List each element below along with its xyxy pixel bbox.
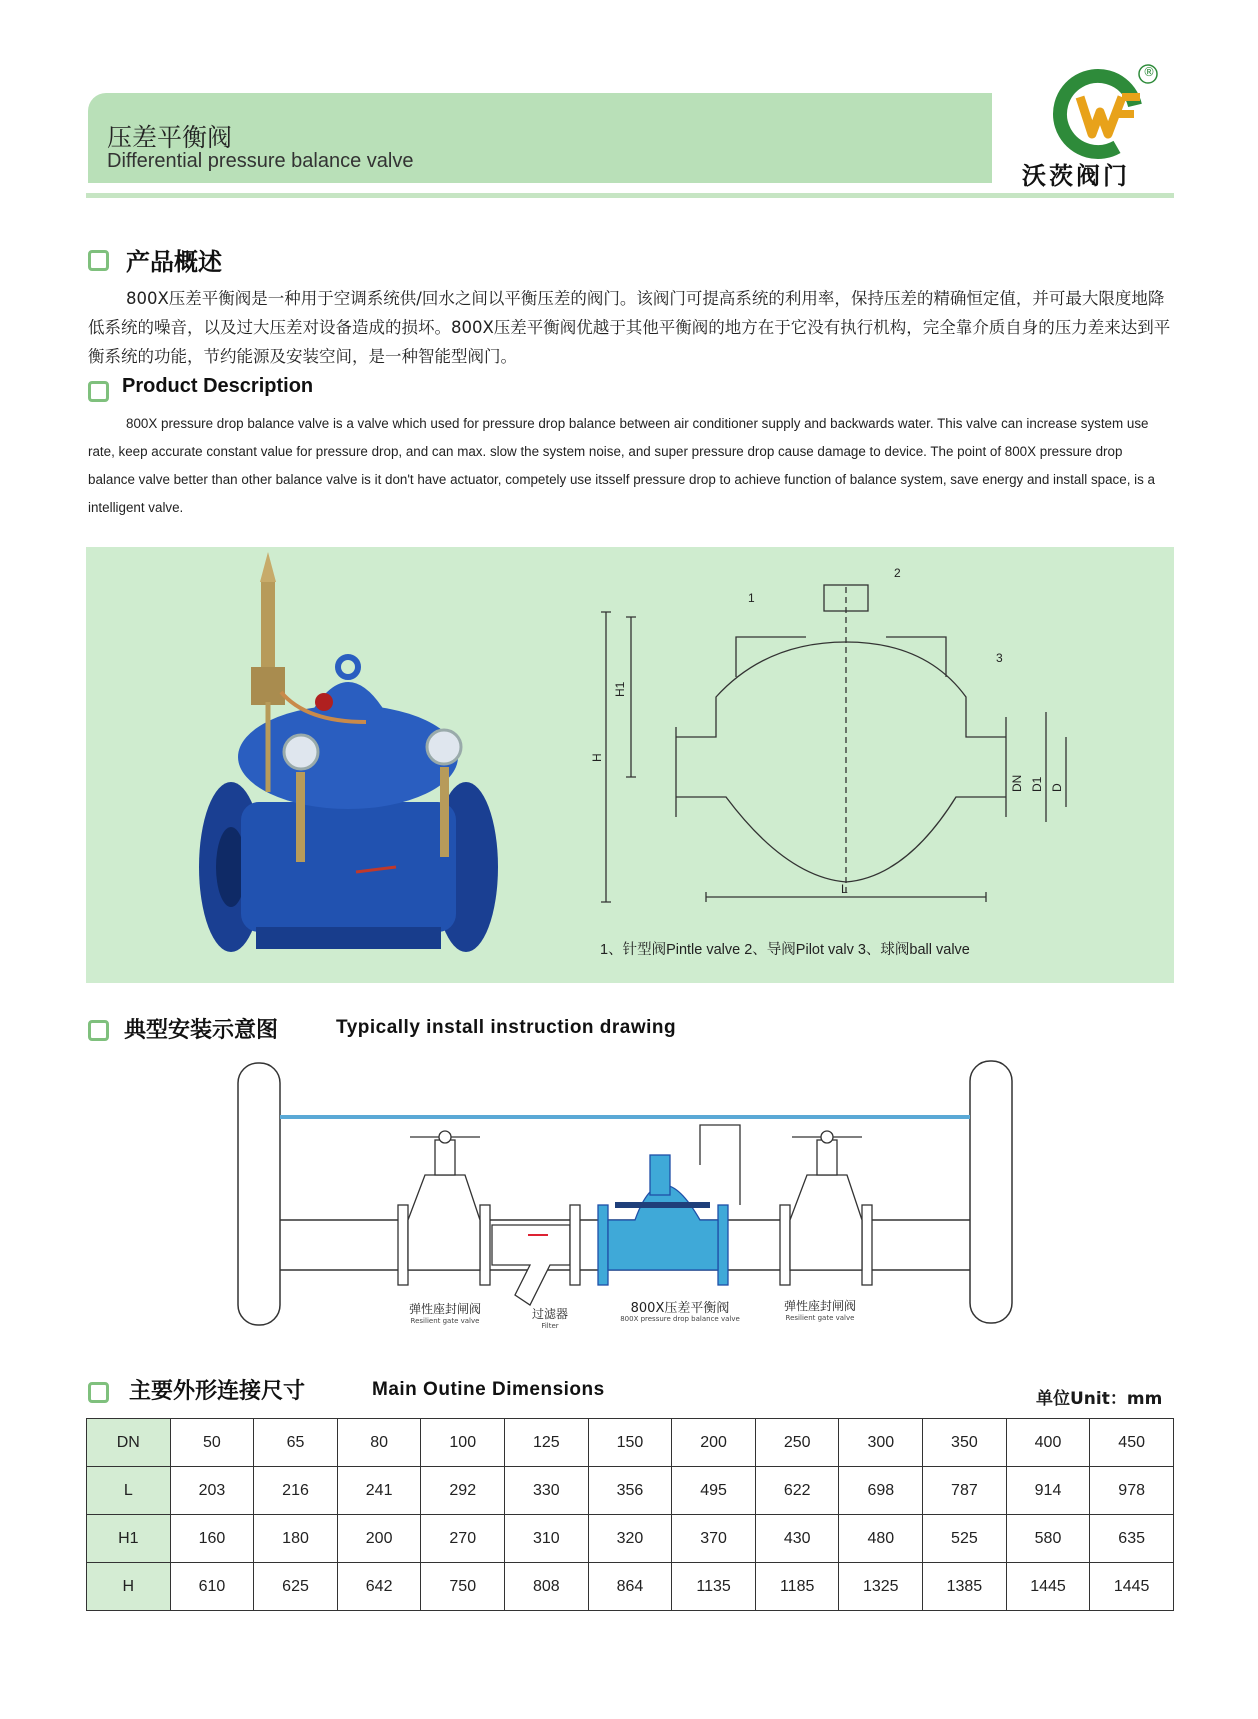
table-cell: 200 (672, 1419, 756, 1467)
dimensions-heading-en: Main Outine Dimensions (372, 1379, 605, 1400)
install-label-gate-valve-left-en: Resilient gate valve (410, 1317, 480, 1325)
table-cell: 125 (505, 1419, 589, 1467)
dim-label-dn: DN (1010, 774, 1024, 792)
section-marker-icon (88, 1382, 109, 1403)
install-label-filter-en: Filter (541, 1322, 559, 1330)
table-cell: 180 (254, 1515, 338, 1563)
table-cell: 292 (421, 1467, 505, 1515)
overview-heading-en: Product Description (122, 375, 314, 397)
table-cell: 698 (839, 1467, 923, 1515)
install-label-gate-valve-right-en: Resilient gate valve (785, 1314, 855, 1322)
table-cell: 625 (254, 1563, 338, 1611)
table-cell: 914 (1006, 1467, 1090, 1515)
valve-section-drawing (601, 585, 1066, 902)
table-row (87, 1563, 1174, 1611)
table-cell: 400 (1006, 1419, 1090, 1467)
install-label-gate-valve-left: 弹性座封闸阀 (408, 1302, 481, 1316)
table-row-header: H1 (87, 1515, 171, 1563)
table-row (87, 1515, 1174, 1563)
install-label-filter: 过滤器 (531, 1307, 568, 1321)
table-cell: 1135 (672, 1563, 756, 1611)
table-cell: 203 (170, 1467, 254, 1515)
dim-label-h1: H1 (613, 681, 627, 697)
table-cell: 635 (1090, 1515, 1174, 1563)
callout-1: 1 (748, 591, 755, 605)
product-image-panel (86, 547, 1174, 983)
table-cell: 750 (421, 1563, 505, 1611)
table-row-header: H (87, 1563, 171, 1611)
table-cell: 50 (170, 1419, 254, 1467)
install-diagram (230, 1055, 1020, 1355)
table-cell: 450 (1090, 1419, 1174, 1467)
table-cell: 610 (170, 1563, 254, 1611)
valve-photo-and-drawing (86, 547, 1174, 983)
table-row-header: L (87, 1467, 171, 1515)
install-label-gate-valve-right: 弹性座封闸阀 (783, 1299, 856, 1313)
section-marker-icon (88, 250, 109, 271)
overview-heading-cn: 产品概述 (126, 248, 222, 276)
table-row (87, 1419, 1174, 1467)
table-cell: 495 (672, 1467, 756, 1515)
brand-name: 沃茨阀门 (1022, 162, 1130, 190)
install-label-balance-valve-en: 800X pressure drop balance valve (620, 1315, 740, 1323)
table-cell: 787 (923, 1467, 1007, 1515)
page-title-en: Differential pressure balance valve (107, 150, 414, 172)
table-cell: 622 (755, 1467, 839, 1515)
table-cell: 250 (755, 1419, 839, 1467)
table-cell: 430 (755, 1515, 839, 1563)
table-cell: 370 (672, 1515, 756, 1563)
dim-label-l: L (841, 882, 848, 896)
table-cell: 150 (588, 1419, 672, 1467)
table-cell: 160 (170, 1515, 254, 1563)
install-label-balance-valve: 800X压差平衡阀 (630, 1301, 730, 1316)
table-cell: 330 (505, 1467, 589, 1515)
table-cell: 1185 (755, 1563, 839, 1611)
table-cell: 65 (254, 1419, 338, 1467)
table-cell: 100 (421, 1419, 505, 1467)
table-cell: 216 (254, 1467, 338, 1515)
table-cell: 1445 (1090, 1563, 1174, 1611)
table-cell: 580 (1006, 1515, 1090, 1563)
section-marker-icon (88, 1020, 109, 1041)
table-cell: 200 (337, 1515, 421, 1563)
table-cell: 241 (337, 1467, 421, 1515)
table-cell: 310 (505, 1515, 589, 1563)
table-cell: 642 (337, 1563, 421, 1611)
table-cell: 1325 (839, 1563, 923, 1611)
table-cell: 300 (839, 1419, 923, 1467)
table-cell: 978 (1090, 1467, 1174, 1515)
section-marker-icon (88, 381, 109, 402)
install-heading-en: Typically install instruction drawing (336, 1017, 677, 1038)
table-cell: 356 (588, 1467, 672, 1515)
table-cell: 1445 (1006, 1563, 1090, 1611)
table-cell: 864 (588, 1563, 672, 1611)
table-cell: 320 (588, 1515, 672, 1563)
overview-text-cn: 800X压差平衡阀是一种用于空调系统供/回水之间以平衡压差的阀门。该阀门可提高系统的利用率，保持压差的精确恒定值，并可最大限度地降低系统的噪音，以及过大压差对设备造成的损坏。800X压差平衡阀优越于其他平衡阀的地方在于它没有执行机构，完全靠介质自身的压力差来达到平衡系统的功能，节约能源及安装空间，是一种智能型阀门。 (88, 289, 1171, 366)
registered-mark: ® (1143, 65, 1155, 79)
table-cell: 525 (923, 1515, 1007, 1563)
table-cell: 350 (923, 1419, 1007, 1467)
table-cell: 270 (421, 1515, 505, 1563)
drawing-legend: 1、针型阀Pintle valve 2、导阀Pilot valv 3、球阀ball valve (600, 942, 970, 958)
brand-logo (1048, 62, 1166, 162)
overview-text-en: 800X pressure drop balance valve is a valve which used for pressure drop balance between air conditioner supply and backwards water. This valve can increase system use rate, keep accurate constant value for pressure drop, and can max. slow the system noise, and super pressure drop cause damage to device. The point of 800X pressure drop balance valve better than other balance valve is it don't have actuator, competely use itsself pressure drop to achieve function of balance system, save energy and install space, is a intelligent valve. (88, 416, 1155, 515)
table-cell: 480 (839, 1515, 923, 1563)
callout-3: 3 (996, 651, 1003, 665)
unit-label: 单位Unit：mm (1036, 1389, 1163, 1409)
table-row-header: DN (87, 1419, 171, 1467)
overview-paragraph-cn (88, 284, 1173, 371)
table-cell: 80 (337, 1419, 421, 1467)
dimensions-table (86, 1418, 1174, 1611)
dim-label-d: D (1050, 783, 1064, 792)
dimensions-heading-cn: 主要外形连接尺寸 (129, 1379, 306, 1404)
header-divider (86, 193, 1174, 198)
install-heading-cn: 典型安装示意图 (124, 1018, 279, 1043)
table-cell: 1385 (923, 1563, 1007, 1611)
table-cell: 808 (505, 1563, 589, 1611)
dim-label-d1: D1 (1030, 776, 1044, 792)
dim-label-h: H (590, 753, 604, 762)
valve-photo (199, 552, 498, 952)
overview-paragraph-en (88, 410, 1173, 522)
page-title-cn: 压差平衡阀 (107, 123, 233, 152)
callout-2: 2 (894, 566, 901, 580)
table-row (87, 1467, 1174, 1515)
